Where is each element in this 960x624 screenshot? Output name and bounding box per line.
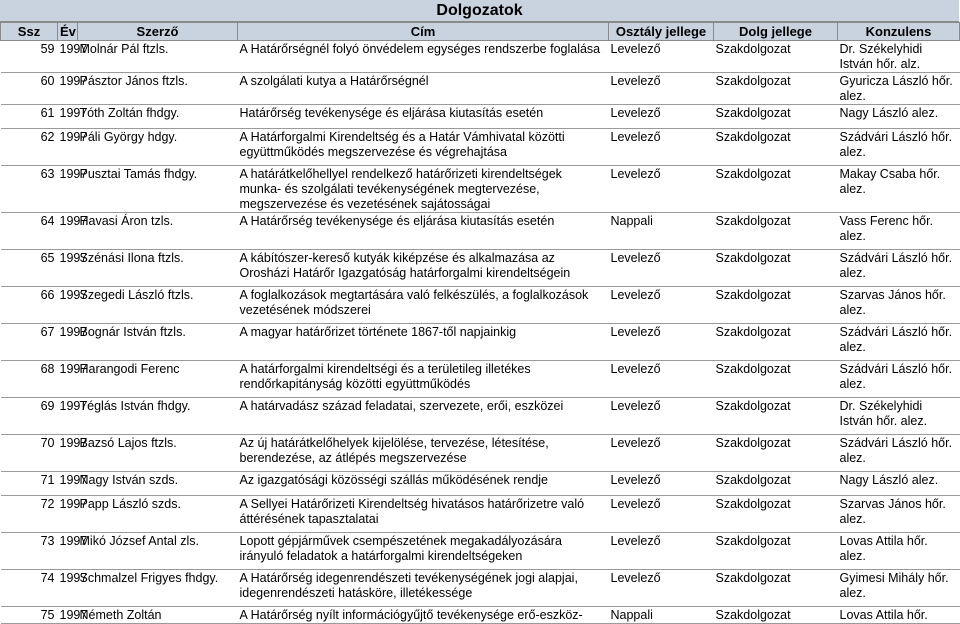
cell-dolg: Szakdolgozat (714, 166, 838, 213)
cell-dolg: Szakdolgozat (714, 73, 838, 105)
cell-szerzo: Téglás István fhdgy. (78, 398, 238, 435)
cell-cim: A magyar határőrizet története 1867-től napjainkig (238, 324, 609, 361)
cell-konzulens: Gyuricza László hőr. alez. (838, 73, 960, 105)
cell-ev: 1997 (58, 287, 78, 324)
cell-szerzo: Harangodi Ferenc (78, 361, 238, 398)
cell-ev: 1997 (58, 105, 78, 129)
column-header-cim: Cím (238, 23, 609, 41)
table-row (1, 41, 960, 73)
cell-dolg: Szakdolgozat (714, 105, 838, 129)
cell-osztaly: Levelező (609, 166, 714, 213)
column-header-ssz: Ssz (1, 23, 58, 41)
cell-dolg: Szakdolgozat (714, 250, 838, 287)
cell-konzulens: Szádvári László hőr. alez. (838, 435, 960, 472)
cell-ssz: 70 (1, 435, 58, 472)
cell-konzulens: Lovas Attila hőr. (838, 607, 960, 624)
cell-konzulens: Lovas Attila hőr. alez. (838, 533, 960, 570)
column-header-szerzo: Szerző (78, 23, 238, 41)
cell-osztaly: Levelező (609, 496, 714, 533)
table-row (1, 398, 960, 435)
cell-konzulens: Nagy László alez. (838, 472, 960, 496)
cell-konzulens: Szarvas János hőr. alez. (838, 287, 960, 324)
cell-osztaly: Levelező (609, 361, 714, 398)
cell-dolg: Szakdolgozat (714, 472, 838, 496)
table-row (1, 324, 960, 361)
table-row (1, 435, 960, 472)
cell-ssz: 64 (1, 213, 58, 250)
cell-dolg: Szakdolgozat (714, 607, 838, 624)
cell-osztaly: Levelező (609, 533, 714, 570)
cell-szerzo: Páli György hdgy. (78, 129, 238, 166)
table-row (1, 73, 960, 105)
cell-ev: 1997 (58, 324, 78, 361)
cell-dolg: Szakdolgozat (714, 41, 838, 73)
cell-cim: A Határőrség tevékenysége és eljárása kiutasítás esetén (238, 213, 609, 250)
cell-osztaly: Levelező (609, 570, 714, 607)
cell-cim: A határátkelőhellyel rendelkező határőrizeti kirendeltségek munka- és szolgálati tevékenységének megtervezése, megszervezése és vezetésének sajátosságai (238, 166, 609, 213)
cell-osztaly: Levelező (609, 398, 714, 435)
cell-ssz: 63 (1, 166, 58, 213)
cell-szerzo: Havasi Áron tzls. (78, 213, 238, 250)
cell-ssz: 74 (1, 570, 58, 607)
table-row (1, 533, 960, 570)
table-row (1, 105, 960, 129)
cell-cim: Az új határátkelőhelyek kijelölése, tervezése, létesítése, berendezése, az átlépés megszervezése (238, 435, 609, 472)
table-row (1, 213, 960, 250)
cell-osztaly: Levelező (609, 129, 714, 166)
cell-dolg: Szakdolgozat (714, 570, 838, 607)
column-header-dolg: Dolg jellege (714, 23, 838, 41)
column-header-konzulens: Konzulens (838, 23, 960, 41)
cell-konzulens: Dr. Székelyhidi István hőr. alez. (838, 398, 960, 435)
cell-konzulens: Dr. Székelyhidi István hőr. alz. (838, 41, 960, 73)
cell-ev: 1997 (58, 472, 78, 496)
cell-ev: 1997 (59, 608, 88, 622)
cell-szerzo: Tóth Zoltán fhdgy. (78, 105, 238, 129)
cell-konzulens: Makay Csaba hőr. alez. (838, 166, 960, 213)
cell-szerzo: Szegedi László ftzls. (78, 287, 238, 324)
header-row (1, 23, 960, 41)
cell-cim: A foglalkozások megtartására való felkészülés, a foglalkozások vezetésének módszerei (238, 287, 609, 324)
cell-dolg: Szakdolgozat (714, 324, 838, 361)
cell-szerzo: Nagy István szds. (78, 472, 238, 496)
cell-cim: A határforgalmi kirendeltségi és a területileg illetékes rendőrkapitányság közötti együttműködés (238, 361, 609, 398)
cell-konzulens: Szádvári László hőr. alez. (838, 361, 960, 398)
cell-szerzo: Pásztor János ftzls. (78, 73, 238, 105)
column-header-osztaly: Osztály jellege (609, 23, 714, 41)
cell-cim: A kábítószer-kereső kutyák kiképzése és alkalmazása az Orosházi Határőr Igazgatóság határforgalmi kirendeltségein (238, 250, 609, 287)
cell-dolg: Szakdolgozat (714, 287, 838, 324)
cell-konzulens: Szádvári László hőr. alez. (838, 129, 960, 166)
cell-konzulens: Szádvári László hőr. alez. (838, 250, 960, 287)
cell-cim: Lopott gépjárművek csempészetének megakadályozására irányuló feladatok a határforgalmi kirendeltségeken (238, 533, 609, 570)
cell-szerzo: Németh Zoltán (78, 607, 238, 624)
cell-ssz: 68 (1, 361, 58, 398)
cell-ev: 1997 (58, 166, 78, 213)
cell-ev: 1997 (58, 213, 78, 250)
cell-cim: A Sellyei Határőrizeti Kirendeltség hivatásos határőrizetre való áttérésének tapasztalatai (238, 496, 609, 533)
cell-szerzo: Bazsó Lajos ftzls. (78, 435, 238, 472)
cell-cim: A Határforgalmi Kirendeltség és a Határ Vámhivatal közötti együttműködés megszervezése és végrehajtása (238, 129, 609, 166)
cell-ev: 1997 (58, 435, 78, 472)
cell-osztaly: Nappali (609, 213, 714, 250)
cell-cim: A Határőrségnél folyó önvédelem egységes rendszerbe foglalása (238, 41, 609, 73)
table-row (1, 607, 960, 624)
cell-ssz: 66 (1, 287, 58, 324)
table-row (1, 361, 960, 398)
cell-ev: 1997 (58, 73, 78, 105)
cell-cim: A Határőrség idegenrendészeti tevékenységének jogi alapjai, idegenrendészeti hatásköre, illetékessége (238, 570, 609, 607)
cell-ev: 1997 (58, 41, 78, 73)
cell-ssz: 73 (1, 533, 58, 570)
cell-osztaly: Levelező (609, 324, 714, 361)
cell-szerzo: Mikó József Antal zls. (78, 533, 238, 570)
cell-ssz: 71 (1, 472, 58, 496)
cell-ssz: 62 (1, 129, 58, 166)
table-row (1, 496, 960, 533)
cell-osztaly: Levelező (609, 287, 714, 324)
cell-cim: A határvadász század feladatai, szervezete, erői, eszközei (238, 398, 609, 435)
cell-ssz: 69 (1, 398, 58, 435)
cell-ssz: 59 (1, 41, 58, 73)
cell-ssz: 65 (1, 250, 58, 287)
cell-konzulens: Szádvári László hőr. alez. (838, 324, 960, 361)
cell-konzulens: Nagy László alez. (838, 105, 960, 129)
cell-konzulens: Szarvas János hőr. alez. (838, 496, 960, 533)
cell-cim: A szolgálati kutya a Határőrségnél (238, 73, 609, 105)
table-row (1, 250, 960, 287)
cell-szerzo: Szénási Ilona ftzls. (78, 250, 238, 287)
cell-dolg: Szakdolgozat (714, 361, 838, 398)
cell-dolg: Szakdolgozat (714, 435, 838, 472)
cell-osztaly: Levelező (609, 41, 714, 73)
cell-dolg: Szakdolgozat (714, 398, 838, 435)
cell-konzulens: Gyimesi Mihály hőr. alez. (838, 570, 960, 607)
cell-dolg: Szakdolgozat (714, 496, 838, 533)
cell-osztaly: Levelező (609, 435, 714, 472)
cell-ev: 1997 (58, 533, 78, 570)
cell-osztaly: Levelező (609, 472, 714, 496)
cell-cim: Az igazgatósági közösségi szállás működésének rendje (238, 472, 609, 496)
cell-ev: 1997 (58, 496, 78, 533)
cell-cim: A Határőrség nyílt információgyűjtő tevékenysége erő-eszköz- (238, 607, 609, 624)
cell-cim: Határőrség tevékenysége és eljárása kiutasítás esetén (238, 105, 609, 129)
dolgozatok-table (0, 22, 960, 624)
cell-osztaly: Levelező (609, 73, 714, 105)
cell-dolg: Szakdolgozat (714, 213, 838, 250)
cell-ev: 1997 (58, 361, 78, 398)
cell-szerzo: Bognár István ftzls. (78, 324, 238, 361)
table-row (1, 570, 960, 607)
table-row (1, 287, 960, 324)
cell-konzulens: Vass Ferenc hőr. alez. (838, 213, 960, 250)
cell-ssz: 72 (1, 496, 58, 533)
cell-ev: 1997 (58, 398, 78, 435)
cell-osztaly: Levelező (609, 105, 714, 129)
cell-ssz: 67 (1, 324, 58, 361)
cell-ev: 1997 (58, 570, 78, 607)
cell-ssz: 61 (1, 105, 58, 129)
cell-ev: 1997 (58, 129, 78, 166)
cell-ssz: 75 (1, 607, 58, 624)
cell-ev: 1997 (58, 250, 78, 287)
cell-osztaly: Levelező (609, 250, 714, 287)
column-header-ev: Év (58, 23, 78, 41)
table-row (1, 129, 960, 166)
cell-szerzo: Molnár Pál ftzls. (78, 41, 238, 73)
table-row (1, 166, 960, 213)
cell-ssz: 60 (1, 73, 58, 105)
cell-dolg: Szakdolgozat (714, 129, 838, 166)
cell-szerzo: Schmalzel Frigyes fhdgy. (78, 570, 238, 607)
page-title: Dolgozatok (0, 0, 959, 22)
cell-szerzo: Pusztai Tamás fhdgy. (78, 166, 238, 213)
cell-szerzo: Papp László szds. (78, 496, 238, 533)
table-row (1, 472, 960, 496)
cell-dolg: Szakdolgozat (714, 533, 838, 570)
cell-osztaly: Nappali (609, 607, 714, 624)
